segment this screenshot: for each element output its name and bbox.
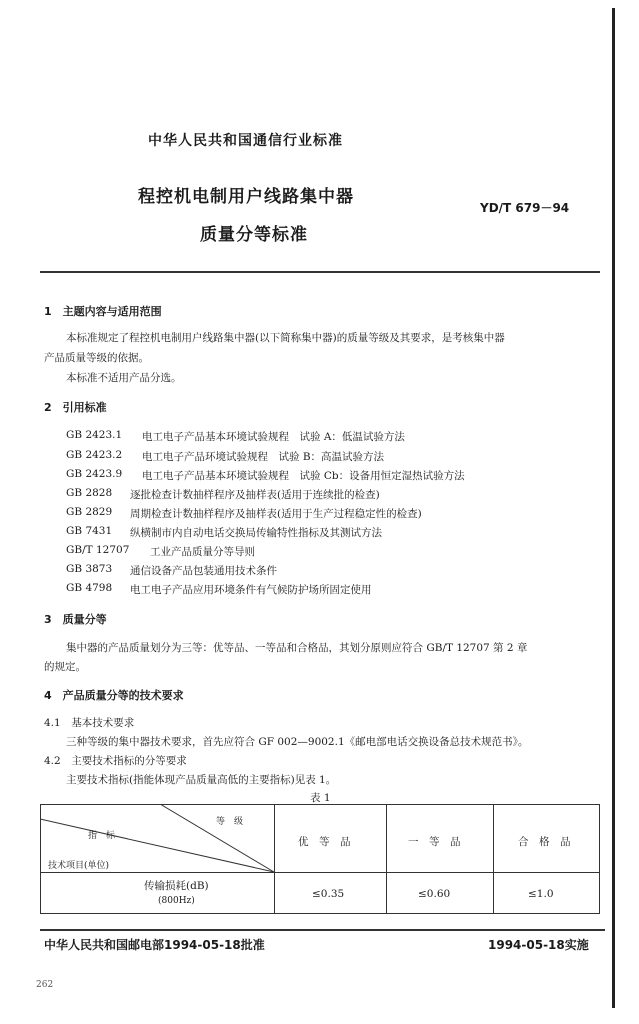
table-col-divider [493,804,494,914]
section-1-paragraph-1a: 本标准规定了程控机电制用户线路集中器(以下简称集中器)的质量等级及其要求，是考核集中器 [66,332,505,344]
document-title-line-2: 质量分等标准 [200,225,308,245]
col-header-qualified: 合 格 品 [518,836,571,848]
header-item-label: 技术项目(单位) [48,861,110,871]
reference-code: GB 3873 [66,563,113,575]
section-4-1-paragraph: 三种等级的集中器技术要求，首先应符合 GF 002—9002.1《邮电部电话交换设备总技术规范书》。 [66,736,529,748]
reference-code: GB 2829 [66,506,113,518]
col-header-first-grade: 一 等 品 [408,836,461,848]
table-caption: 表 1 [310,792,331,804]
issuing-organization: 中华人民共和国通信行业标准 [148,133,343,149]
value-qualified: ≤1.0 [528,888,554,900]
reference-title: 电工电子产品应用环境条件有气候防护场所固定使用 [130,584,372,596]
section-2-heading: 2 引用标准 [44,401,107,414]
value-excellent: ≤0.35 [312,888,345,900]
section-4-heading: 4 产品质量分等的技术要求 [44,689,184,702]
section-1-paragraph-1b: 产品质量等级的依据。 [44,352,149,364]
implementation-date: 1994-05-18实施 [488,938,589,952]
standard-code: YD/T 679－94 [480,201,570,215]
section-4-1-heading: 4.1 基本技术要求 [44,717,135,729]
col-header-excellent: 优 等 品 [298,836,351,848]
section-1-heading: 1 主题内容与适用范围 [44,305,162,318]
reference-code: GB 7431 [66,525,113,537]
reference-title: 电工电子产品基本环境试验规程 试验 A：低温试验方法 [142,431,405,443]
table-border-right [599,804,600,914]
approval-statement: 中华人民共和国邮电部1994-05-18批准 [44,938,265,952]
section-4-2-paragraph: 主要技术指标(指能体现产品质量高低的主要指标)见表 1。 [66,774,337,786]
document-title-line-1: 程控机电制用户线路集中器 [138,187,354,207]
reference-title: 电工电子产品环境试验规程 试验 B：高温试验方法 [142,451,385,463]
reference-title: 工业产品质量分等导则 [150,546,255,558]
section-4-2-heading: 4.2 主要技术指标的分等要求 [44,755,187,767]
reference-title: 逐批检查计数抽样程序及抽样表(适用于连续批的检查) [130,489,380,501]
header-grade-label: 等 级 [216,817,244,827]
reference-code: GB 4798 [66,582,113,594]
header-index-label: 指 标 [88,831,116,841]
section-1-paragraph-2: 本标准不适用产品分选。 [66,372,182,384]
footer-divider [40,929,605,931]
value-first-grade: ≤0.60 [418,888,451,900]
reference-code: GB 2423.1 [66,429,123,441]
reference-title: 通信设备产品包装通用技术条件 [130,565,277,577]
reference-title: 纵横制市内自动电话交换局传输特性指标及其测试方法 [130,527,382,539]
header-divider [40,271,600,273]
table-col-divider [386,804,387,914]
page-number: 262 [36,980,54,990]
row-item-sublabel: (800Hz) [158,896,195,906]
table-border-bottom [40,913,600,914]
grading-table [40,804,600,914]
section-3-paragraph-b: 的规定。 [44,661,86,673]
reference-code: GB 2423.2 [66,449,123,461]
reference-code: GB/T 12707 [66,544,130,556]
section-3-paragraph-a: 集中器的产品质量划分为三等：优等品、一等品和合格品，其划分原则应符合 GB/T 12707 第 2 章 [66,642,528,654]
reference-code: GB 2828 [66,487,113,499]
reference-title: 电工电子产品基本环境试验规程 试验 Cb：设备用恒定湿热试验方法 [142,470,465,482]
section-3-heading: 3 质量分等 [44,613,107,626]
row-item-label: 传输损耗(dB) [144,880,209,892]
reference-title: 周期检查计数抽样程序及抽样表(适用于生产过程稳定性的检查) [130,508,422,520]
scan-edge-line [612,8,615,1008]
reference-code: GB 2423.9 [66,468,123,480]
